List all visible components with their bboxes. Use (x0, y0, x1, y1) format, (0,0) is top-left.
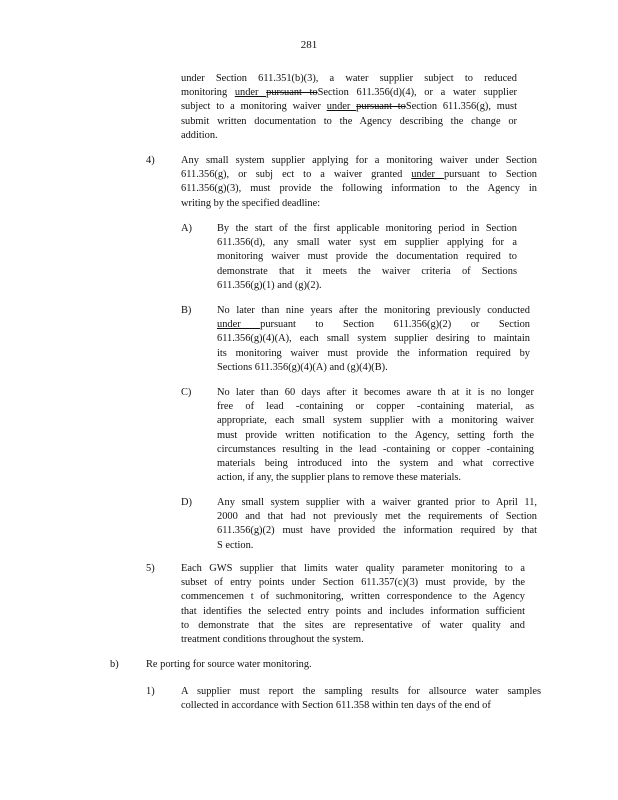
text-run: pursuant to Section (443, 169, 537, 181)
text-line (181, 115, 517, 129)
deleted-text: pursuant to (356, 101, 406, 113)
text-line (181, 576, 525, 590)
text-run: 611.356(g)(3), must provide the following information to the Agency in (181, 183, 537, 195)
text-line (217, 429, 534, 443)
text-line (181, 197, 537, 211)
text-run: No later than 60 days after it becomes aware th at it is no longer (217, 387, 534, 398)
text-run: materials being introduced into the system and what corrective (217, 458, 534, 470)
text-run: subject to a monitoring waiver (181, 101, 327, 113)
text-run: pursuant to Section 611.356(g)(2) or Section (260, 319, 530, 331)
text-line (181, 100, 517, 114)
text-line (217, 304, 530, 318)
item-4a-paragraph (217, 222, 517, 293)
section-b-label: b) (110, 659, 119, 670)
text-line (217, 539, 537, 553)
text-line (217, 347, 530, 361)
text-run: addition. (181, 129, 218, 141)
text-run: treatment conditions throughout the system. (181, 634, 364, 646)
text-run: Section 611.356(d)(4), or a water supplier (317, 87, 518, 99)
text-run: Each GWS supplier that limits water quality parameter monitoring to a (181, 563, 525, 574)
text-line (181, 86, 517, 100)
text-line (217, 236, 517, 250)
inserted-text: under (217, 319, 261, 331)
item-5-label: 5) (146, 563, 155, 574)
text-run: monitoring waiver must provide the documentation required to (217, 251, 517, 263)
text-run: Section 611.356(g), must (405, 101, 517, 113)
text-run: demonstrate that it meets the waiver criteria of Sections (217, 265, 517, 277)
inserted-text: under (326, 101, 357, 113)
text-run: Sections 611.356(g)(4)(A) and (g)(4)(B). (217, 361, 388, 373)
text-line (217, 265, 517, 279)
text-line (181, 154, 537, 168)
text-line (217, 457, 534, 471)
text-line (217, 524, 537, 538)
text-run: collected in accordance with Section 611.358 within ten days of the end of (181, 700, 491, 712)
item-5-paragraph (181, 562, 525, 647)
text-line (217, 400, 534, 414)
text-run: action, if any, the supplier plans to remove these materials. (217, 472, 462, 484)
text-run: must provide written notification to the Agency, setting forth the (217, 429, 534, 441)
item-4b-paragraph (217, 304, 530, 375)
item-4d-paragraph (217, 496, 537, 553)
text-run: 611.356(g)(2) must have provided the information required by that (217, 525, 537, 537)
text-run: 611.356(g)(4)(A), each small system supplier desiring to maintain (217, 333, 530, 345)
text-run: No later than nine years after the monitoring previously conducted (217, 305, 530, 316)
item-4c-label: C) (181, 387, 192, 398)
item-4b-label: B) (181, 305, 192, 316)
text-run: 611.356(g), or subj ect to a waiver granted (181, 169, 412, 181)
text-line (181, 182, 537, 196)
text-line (181, 168, 537, 182)
text-run: free of lead -containing or copper -containing material, as (217, 401, 534, 413)
text-run: monitoring (181, 87, 235, 99)
text-line (181, 619, 525, 633)
text-run: A supplier must report the sampling results for allsource water samples (181, 686, 541, 697)
text-run: under Section 611.351(b)(3), a water supplier subject to reduced (181, 73, 517, 84)
text-line (217, 496, 537, 510)
item-4-paragraph (181, 154, 537, 211)
text-line (217, 510, 537, 524)
text-run: S ection. (217, 539, 254, 551)
text-run: 611.356(g)(1) and (g)(2). (217, 279, 322, 291)
text-line (217, 332, 530, 346)
text-line (217, 318, 530, 332)
text-run: its monitoring waiver must provide the information required by (217, 347, 530, 359)
text-line (217, 250, 517, 264)
inserted-text: under (411, 169, 444, 181)
text-line (217, 361, 530, 375)
text-line (181, 590, 525, 604)
text-line (181, 699, 541, 713)
text-run: 2000 and that had not previously met the requirements of Section (217, 511, 537, 523)
text-run: commencemen t of suchmonitoring, written correspondence to the Agency (181, 591, 525, 603)
text-line (217, 222, 517, 236)
text-run: Any small system supplier applying for a monitoring waiver under Section (181, 155, 537, 166)
page-number: 281 (300, 39, 318, 51)
text-line (181, 129, 517, 143)
item-4d-label: D) (181, 497, 192, 508)
text-line (217, 279, 517, 293)
text-line (181, 72, 517, 86)
text-run: circumstances resulting in the lead -containing or copper -containing (217, 443, 534, 455)
text-run: submit written documentation to the Agency describing the change or (181, 115, 517, 127)
text-run: By the start of the first applicable monitoring period in Section (217, 223, 517, 234)
text-line (217, 414, 534, 428)
text-line (181, 562, 525, 576)
item-1-paragraph (181, 685, 541, 713)
text-line (217, 443, 534, 457)
text-run: that identifies the selected entry points and includes information sufficient (181, 605, 525, 617)
text-run: to demonstrate that the sites are representative of water quality and (181, 619, 525, 631)
text-run: appropriate, each small system supplier with a monitoring waiver (217, 415, 534, 427)
item-1-label: 1) (146, 686, 155, 697)
text-line (181, 685, 541, 699)
deleted-text: pursuant to (266, 87, 318, 99)
text-run: Any small system supplier with a waiver granted prior to April 11, (217, 497, 537, 508)
item-4a-label: A) (181, 223, 192, 234)
text-run: 611.356(d), any small water syst em supplier applying for a (217, 237, 517, 249)
item-4-label: 4) (146, 155, 155, 166)
text-line (217, 386, 534, 400)
item-4c-paragraph (217, 386, 534, 485)
text-run: writing by the specified deadline: (181, 197, 321, 209)
intro-paragraph (181, 72, 517, 143)
section-b-heading: Re porting for source water monitoring. (146, 659, 312, 670)
inserted-text: under (234, 87, 267, 99)
text-run: subset of entry points under Section 611.357(c)(3) must provide, by the (181, 577, 525, 589)
text-line (181, 605, 525, 619)
text-line (217, 471, 534, 485)
text-line (181, 633, 525, 647)
